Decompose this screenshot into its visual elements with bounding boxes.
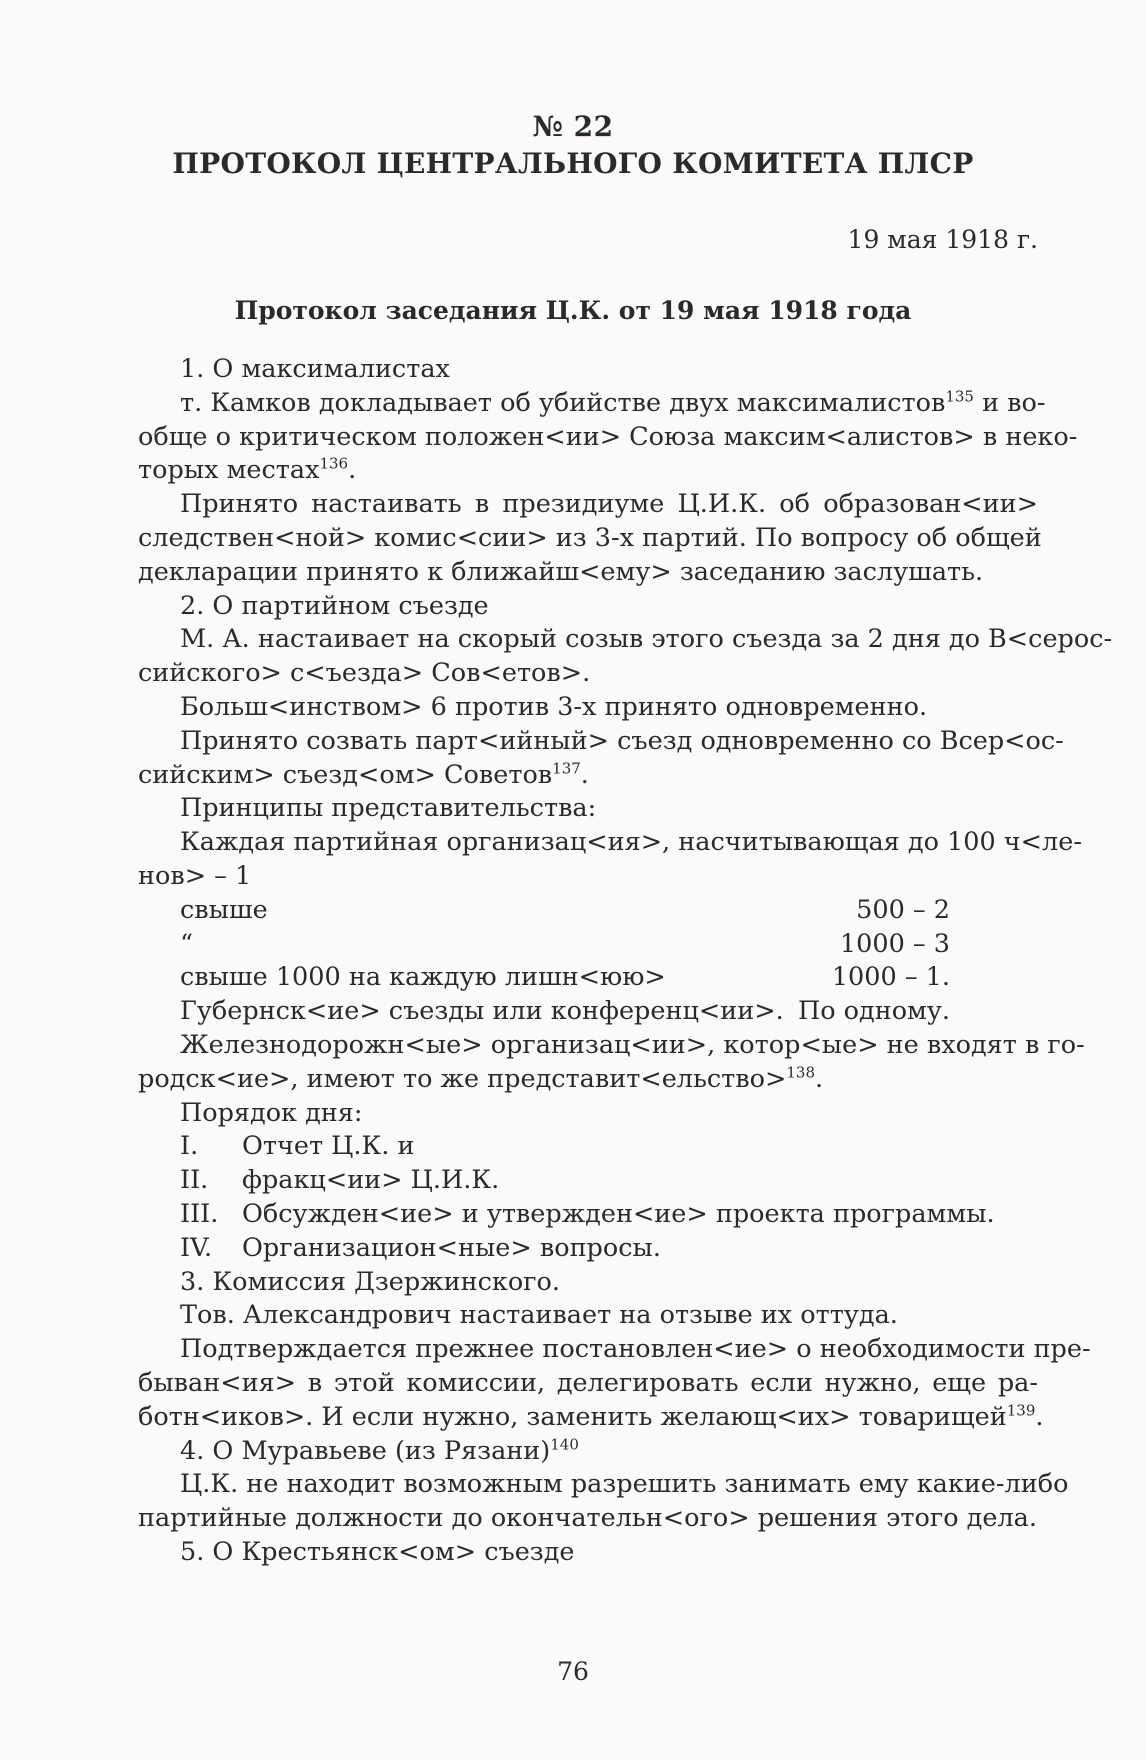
page-number: 76 bbox=[557, 1657, 589, 1686]
agenda-item: III. Обсужден<ие> и утвержден<ие> проекта программы. bbox=[180, 1198, 995, 1229]
document-title: ПРОТОКОЛ ЦЕНТРАЛЬНОГО КОМИТЕТА ПЛСР bbox=[172, 147, 974, 180]
text-line: партийные должности до окончательн<ого> решения этого дела. bbox=[138, 1503, 1037, 1534]
representation-row: “ 1000 – 3 bbox=[180, 928, 950, 959]
representation-row: Губернск<ие> съезды или конференц<ии>. По одному. bbox=[180, 996, 950, 1027]
document-body bbox=[138, 353, 1113, 1570]
agenda-item: II. фракц<ии> Ц.И.К. bbox=[180, 1165, 500, 1196]
section-heading: 2. О партийном съезде bbox=[180, 590, 489, 621]
text-line: сийского> с<ъезда> Сов<етов>. bbox=[138, 658, 591, 689]
footnote-ref: 137 bbox=[552, 759, 581, 778]
footnote-ref: 138 bbox=[786, 1063, 815, 1082]
text-line: быван<ия> в этой комиссии, делегировать если нужно, еще ра- bbox=[138, 1367, 1038, 1398]
text-line: Тов. Александрович настаивает на отзыве их оттуда. bbox=[180, 1300, 898, 1331]
footnote-ref: 135 bbox=[945, 387, 974, 406]
footnote-ref: 140 bbox=[550, 1435, 579, 1453]
section-heading: 3. Комиссия Дзержинского. bbox=[180, 1266, 560, 1297]
text-line: т. Камков докладывает об убийстве двух максималистов$^{135}$ и во- bbox=[180, 387, 1046, 418]
text-line: Железнодорожн<ые> организац<ии>, котор<ые> не входят в го- bbox=[180, 1029, 1085, 1060]
text-line: Больш<инством> 6 против 3-х принято одновременно. bbox=[180, 691, 928, 722]
document-subtitle: Протокол заседания Ц.К. от 19 мая 1918 года bbox=[234, 296, 912, 325]
text-line: Принято настаивать в президиуме Ц.И.К. об образован<ии> bbox=[180, 489, 1038, 520]
section-heading: 5. О Крестьянск<ом> съезде bbox=[180, 1536, 575, 1567]
text-line: сийским> съезд<ом> Советов$^{137}$. bbox=[138, 759, 589, 790]
agenda-item: IV. Организацион<ные> вопросы. bbox=[180, 1232, 661, 1263]
text-line: нов> – 1 bbox=[138, 860, 252, 891]
text-line: обще о критическом положен<ии> Союза максим<алистов> в неко- bbox=[138, 421, 1078, 452]
text-line: торых местах$^{136}$. bbox=[138, 454, 357, 486]
text-line: Каждая партийная организац<ия>, насчитывающая до 100 ч<ле- bbox=[180, 827, 1082, 858]
representation-row: свыше 1000 на каждую лишн<юю> 1000 – 1. bbox=[180, 962, 950, 993]
agenda-item: I. Отчет Ц.К. и bbox=[180, 1131, 415, 1162]
section-heading: 1. О максималистах bbox=[180, 354, 450, 384]
text-line: Порядок дня: bbox=[180, 1097, 363, 1128]
text-line: декларации принято к ближайш<ему> заседанию заслушать. bbox=[138, 556, 984, 587]
text-line: Принципы представительства: bbox=[180, 793, 597, 824]
text-line: Подтверждается прежнее постановлен<ие> о необходимости пре- bbox=[180, 1334, 1091, 1365]
representation-row: свыше 500 – 2 bbox=[180, 894, 950, 925]
footnote-ref: 139 bbox=[1006, 1401, 1036, 1420]
text-line: Принято созвать парт<ийный> съезд одновременно со Всер<ос- bbox=[180, 725, 1064, 756]
document-date: 19 мая 1918 г. bbox=[847, 225, 1038, 254]
text-line: ботн<иков>. И если нужно, заменить желающ<их> товарищей$^{139}$. bbox=[138, 1401, 1044, 1432]
text-line: М. А. настаивает на скорый созыв этого съезда за 2 дня до В<серос- bbox=[180, 624, 1113, 655]
text-line: следствен<ной> комис<сии> из 3-х партий. По вопросу об общей bbox=[138, 522, 1042, 553]
text-line: Ц.К. не находит возможным разрешить занимать ему какие-либо bbox=[180, 1469, 1069, 1500]
text-line: родск<ие>, имеют то же представит<ельство>$^{138}$. bbox=[138, 1063, 824, 1094]
footnote-ref: 136 bbox=[319, 454, 349, 473]
section-heading: 4. О Муравьеве (из Рязани)$^{140}$ bbox=[180, 1435, 579, 1466]
document-number: № 22 bbox=[532, 110, 614, 143]
